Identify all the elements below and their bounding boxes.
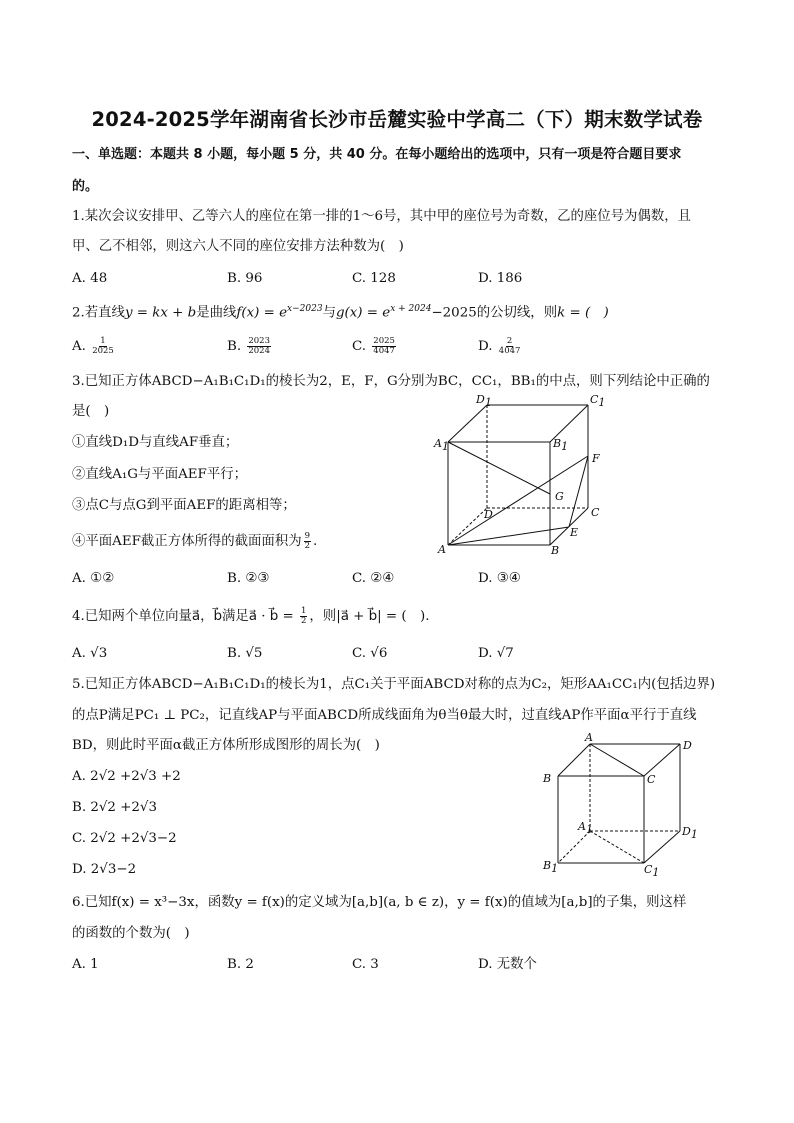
- label-e: E: [570, 526, 579, 539]
- q6-line1: 6.已知f(x) = x³−3x，函数y = f(x)的定义域为[a,b](a, b ∈ z)，y = f(x)的值域为[a,b]的子集，则这样: [72, 895, 687, 910]
- q5-option-c: C. 2√2 +2√3−2: [72, 831, 177, 846]
- q5-option-a: A. 2√2 +2√3 +2: [72, 769, 181, 784]
- q2-option-a: A. $\frac{1}{2025}$: [72, 336, 114, 356]
- label-b1: B1: [543, 859, 559, 875]
- q1-option-d: D. 186: [478, 271, 523, 286]
- q4-option-a: A. √3: [72, 646, 108, 661]
- label-f: F: [592, 452, 600, 465]
- q5-cube-figure: [538, 728, 708, 878]
- q3-statement-1: ①直线D₁D与直线AF垂直；: [72, 435, 239, 450]
- q2-g-exp: x + 2024: [390, 304, 432, 314]
- q5-option-d: D. 2√3−2: [72, 862, 137, 877]
- q5-line1: 5.已知正方体ABCD−A₁B₁C₁D₁的棱长为1，点C₁关于平面ABCD对称的点为C₂，矩形AA₁CC₁内(包括边界): [72, 677, 716, 692]
- q2-stem: [72, 300, 609, 322]
- label-b1: B1: [553, 437, 569, 453]
- label-c1: C1: [590, 393, 606, 409]
- q4-option-b: B. √5: [227, 646, 263, 661]
- label-c: C: [591, 506, 600, 519]
- label-a: A: [585, 731, 593, 744]
- q5-option-b: B. 2√2 +2√3: [72, 800, 157, 815]
- q6-option-d: D. 无数个: [478, 957, 537, 972]
- q3-statement-3: ③点C与点G到平面AEF的距离相等；: [72, 498, 296, 513]
- q4-stem: 4.已知两个单位向量a⃗，b⃗满足a⃗ · b⃗ = $\frac{1}{2}$ ，则|a⃗ + b⃗| = ( ).: [72, 606, 430, 626]
- q6-option-b: B. 2: [227, 957, 254, 972]
- q1-line2: 甲、乙不相邻，则这六人不同的座位安排方法种数为( ): [72, 239, 404, 254]
- q3-statement-2: ②直线A₁G与平面AEF平行；: [72, 467, 247, 482]
- q2-option-c: C. $\frac{2025}{4047}$: [352, 336, 395, 356]
- q2-prefix: 2.若直线: [72, 305, 125, 321]
- label-a1: A1: [578, 820, 593, 836]
- q2-option-d: D. $\frac{2}{4047}$: [478, 336, 521, 356]
- q6-option-a: A. 1: [72, 957, 99, 972]
- q3-option-c: C. ②④: [352, 571, 395, 586]
- label-d: D: [484, 508, 493, 521]
- q2-g-def: g(x) = e: [335, 305, 391, 321]
- page-title: 2024-2025学年湖南省长沙市岳麓实验中学高二（下）期末数学试卷: [91, 108, 703, 131]
- label-g: G: [555, 490, 564, 503]
- q1-option-a: A. 48: [72, 271, 108, 286]
- q4-option-c: C. √6: [352, 646, 388, 661]
- q2-mid2: 与: [322, 305, 336, 321]
- q2-mid1: 是曲线: [196, 305, 237, 321]
- q2-line-eq: y = kx + b: [124, 305, 197, 321]
- label-b: B: [543, 772, 552, 785]
- q1-option-b: B. 96: [227, 271, 263, 286]
- label-c: C: [647, 773, 656, 786]
- q6-option-c: C. 3: [352, 957, 379, 972]
- q2-f-exp: x−2023: [287, 304, 323, 314]
- q3-option-a: A. ①②: [72, 571, 115, 586]
- q3-cube-figure: [430, 390, 610, 560]
- label-b: B: [551, 544, 560, 557]
- label-d1: D1: [476, 393, 492, 409]
- q6-line2: 的函数的个数为( ): [72, 926, 190, 941]
- q3-line2: 是( ): [72, 404, 110, 419]
- label-c1: C1: [644, 863, 660, 878]
- q2-option-b: B. $\frac{2023}{2024}$: [227, 336, 270, 356]
- q3-line1: 3.已知正方体ABCD−A₁B₁C₁D₁的棱长为2，E，F，G分别为BC，CC₁，BB₁的中点，则下列结论中正确的: [72, 374, 710, 389]
- q5-line2: 的点P满足PC₁ ⊥ PC₂，记直线AP与平面ABCD所成线面角为θ当θ最大时，过直线AP作平面α平行于直线: [72, 708, 697, 723]
- label-d1: D1: [682, 825, 698, 841]
- section-heading-line2: 的。: [72, 179, 99, 194]
- q2-mid3: 的公切线，则: [476, 305, 558, 321]
- q2-f-def: f(x) = e: [236, 305, 288, 321]
- q1-option-c: C. 128: [352, 271, 396, 286]
- section-heading-line1: 一、单选题：本题共 8 小题，每小题 5 分，共 40 分。在每小题给出的选项中，只有一项是符合题目要求: [72, 147, 682, 162]
- q1-line1: 1.某次会议安排甲、乙等六人的座位在第一排的1～6号，其中甲的座位号为奇数，乙的座位号为偶数，且: [72, 209, 691, 224]
- q5-line3: BD，则此时平面α截正方体所形成图形的周长为( ): [72, 738, 380, 753]
- q3-option-d: D. ③④: [478, 571, 521, 586]
- label-d: D: [683, 739, 692, 752]
- label-a1: A1: [434, 437, 449, 453]
- q2-ask: k = ( ): [557, 305, 609, 321]
- q3-option-b: B. ②③: [227, 571, 270, 586]
- label-a: A: [438, 543, 446, 556]
- q2-g-tail: −2025: [431, 305, 477, 321]
- q4-option-d: D. √7: [478, 646, 514, 661]
- q3-statement-4: ④平面AEF截正方体所得的截面面积为 $\frac{9}{2}$ .: [72, 531, 318, 551]
